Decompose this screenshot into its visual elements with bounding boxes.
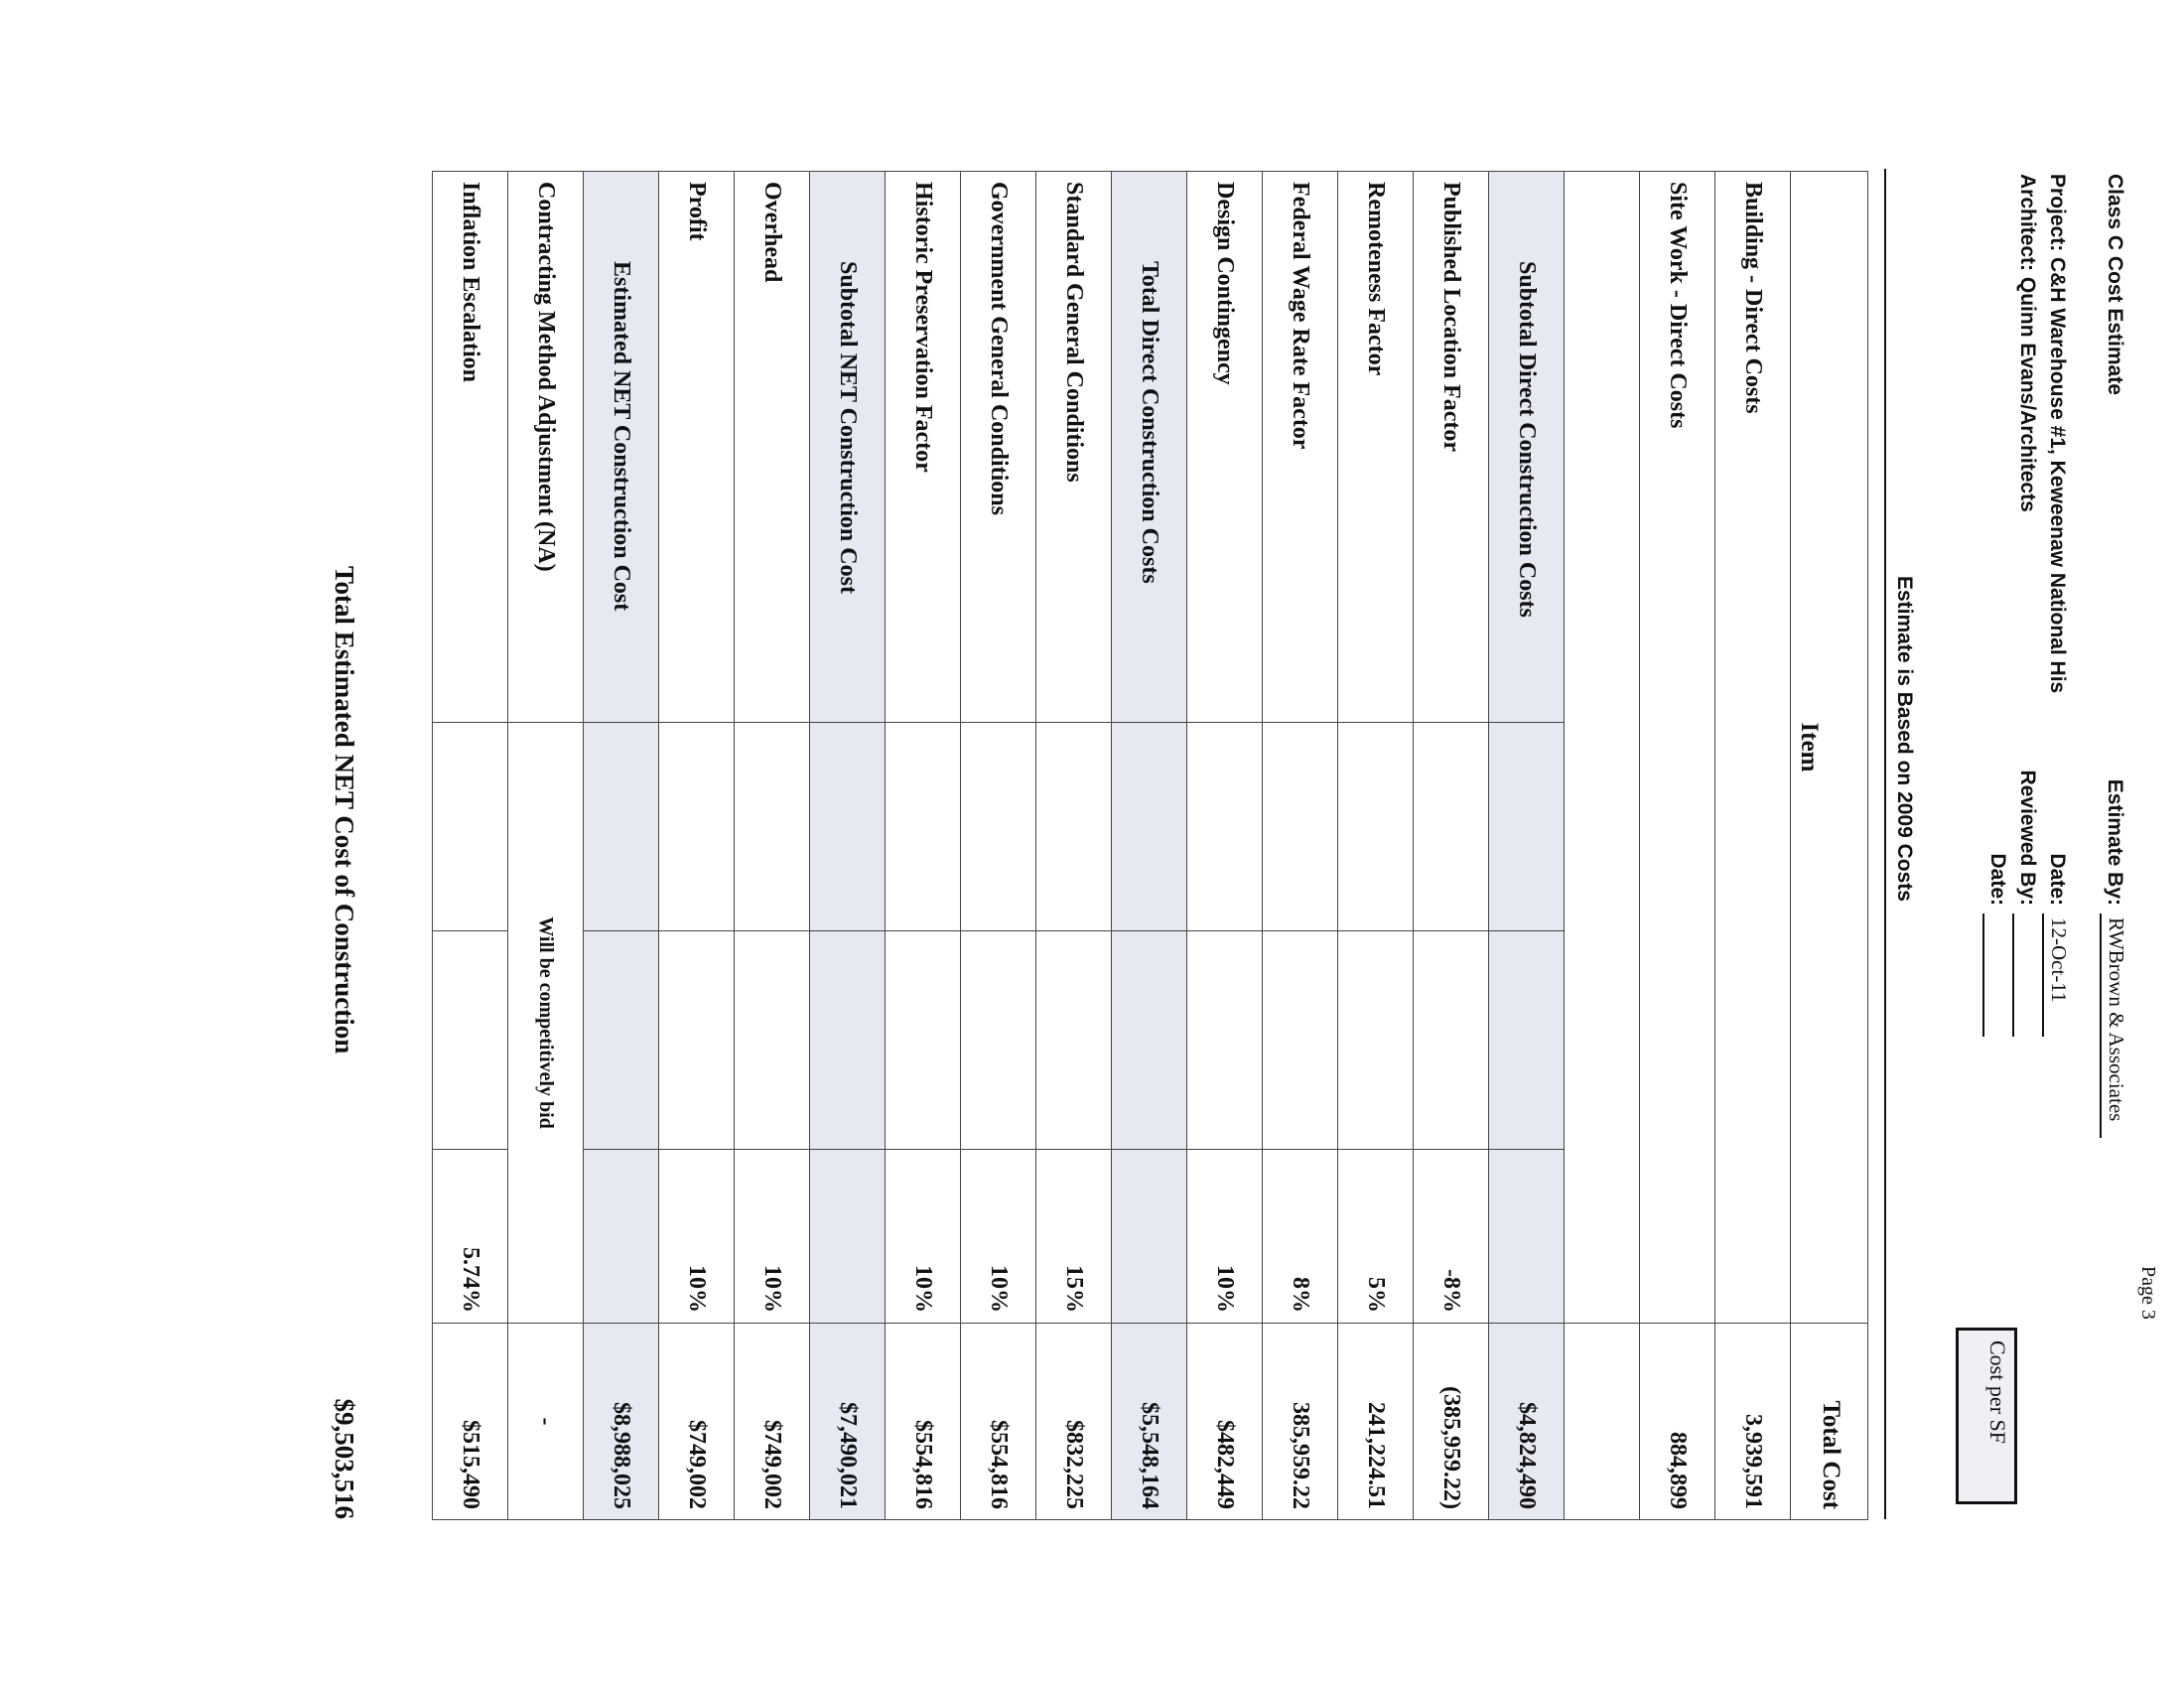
reviewed-by-value	[2012, 914, 2014, 1037]
divider	[1884, 169, 1886, 1519]
table-row: Site Work - Direct Costs 884,899	[1640, 172, 1715, 1520]
date-line: Date: 12-Oct-11	[2042, 765, 2072, 1138]
estimate-by-line: Estimate By: RWBrown & Associates	[2100, 765, 2129, 1138]
column-header-total-cost: Total Cost	[1791, 1324, 1868, 1520]
table-row: Historic Preservation Factor 10% $554,816	[886, 172, 961, 1520]
grand-total-label: Total Estimated NET Cost of Construction	[330, 566, 359, 1055]
document-title: Class C Cost Estimate	[2104, 174, 2126, 395]
reviewed-date-value	[1982, 914, 1984, 1037]
table-row	[1565, 172, 1640, 1520]
table-row: Building - Direct Costs 3,939,591	[1715, 172, 1791, 1520]
table-row: Subtotal NET Construction Cost $7,490,021	[810, 172, 886, 1520]
table-row: Contracting Method Adjustment (NA) Will be competitively bid -	[508, 172, 584, 1520]
table-row: Government General Conditions 10% $554,816	[961, 172, 1036, 1520]
header-left	[2012, 174, 2129, 693]
estimate-by-value: RWBrown & Associates	[2100, 914, 2131, 1138]
table-row: Total Direct Construction Costs $5,548,164	[1112, 172, 1187, 1520]
table-row: Overhead 10% $749,002	[735, 172, 810, 1520]
table-row: Published Location Factor -8% (385,959.22)	[1414, 172, 1489, 1520]
table-row: Standard General Conditions 15% $832,225	[1036, 172, 1112, 1520]
table-row: Subtotal Direct Construction Costs $4,824,490	[1489, 172, 1565, 1520]
architect-value: Quinn Evans/Architects	[2016, 276, 2039, 512]
column-header-item: Item	[1791, 172, 1868, 1324]
basis-note: Estimate is Based on 2009 Costs	[1893, 576, 1916, 902]
reviewed-date-line: Date:	[1982, 765, 2012, 1138]
cost-estimate-table	[432, 171, 1868, 1520]
project-value: C&H Warehouse #1, Keweenaw National His	[2046, 257, 2069, 694]
table-row: Inflation Escalation 5.74% $515,490	[433, 172, 508, 1520]
table-row: Profit 10% $749,002	[659, 172, 735, 1520]
architect-line: Architect: Quinn Evans/Architects	[2016, 174, 2039, 512]
table-header-row	[1791, 172, 1868, 1520]
reviewed-by-line: Reviewed By:	[2012, 765, 2042, 1138]
cost-per-sf-box: Cost per SF	[1956, 1328, 2017, 1504]
project-line: Project: C&H Warehouse #1, Keweenaw National His	[2046, 174, 2069, 694]
header-right	[1982, 765, 2129, 1138]
competitive-bid-note: Will be competitively bid	[508, 723, 584, 1324]
date-value: 12-Oct-11	[2042, 914, 2074, 1037]
table-row: Design Contingency 10% $482,449	[1187, 172, 1263, 1520]
table-row: Federal Wage Rate Factor 8% 385,959.22	[1263, 172, 1338, 1520]
table-row: Remoteness Factor 5% 241,224.51	[1338, 172, 1414, 1520]
grand-total-value: $9,503,516	[330, 1398, 359, 1519]
page-number: Page 3	[2137, 1266, 2159, 1320]
table-row: Estimated NET Construction Cost $8,988,025	[584, 172, 659, 1520]
